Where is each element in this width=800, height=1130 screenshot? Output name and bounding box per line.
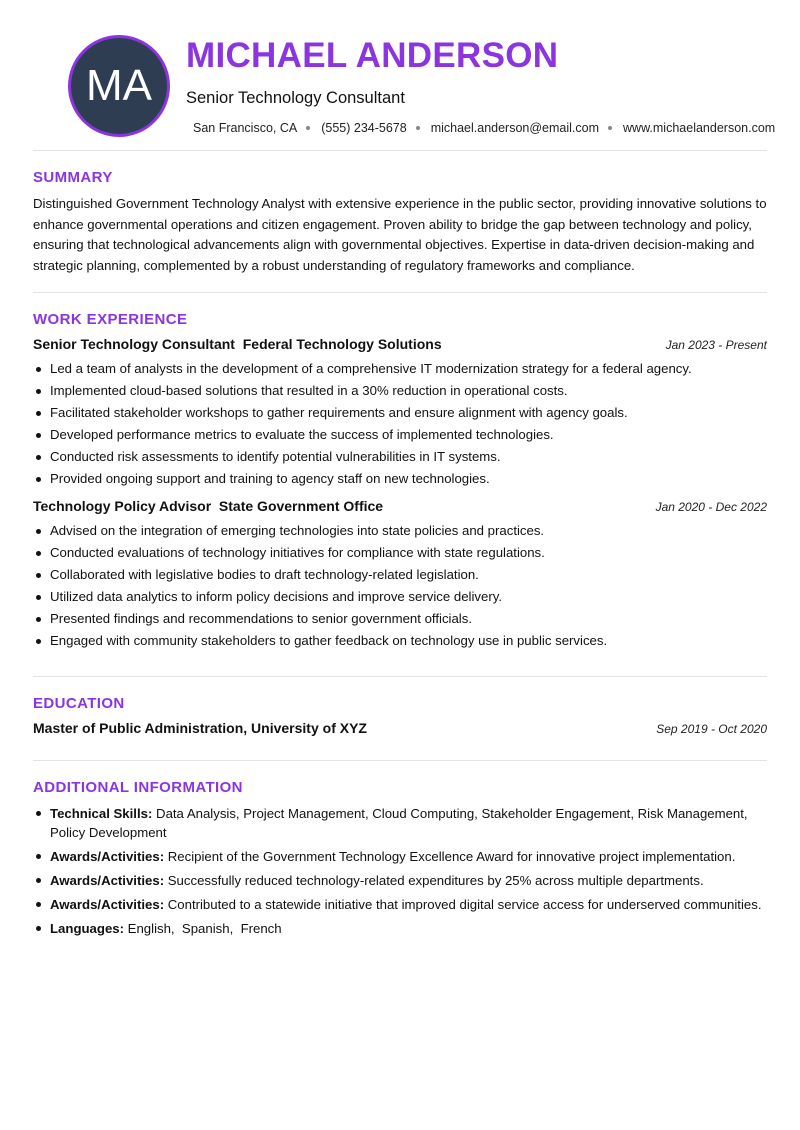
list-item: Led a team of analysts in the development of a comprehensive IT modernization strategy for a federal agency. bbox=[33, 358, 767, 380]
job-title: Technology Policy Advisor State Government Office bbox=[33, 498, 384, 514]
separator-dot-icon bbox=[608, 126, 612, 130]
list-item: Implemented cloud-based solutions that resulted in a 30% reduction in operational costs. bbox=[33, 380, 767, 402]
section-heading: EDUCATION bbox=[33, 695, 125, 712]
education-entry bbox=[33, 720, 767, 736]
list-item: Conducted risk assessments to identify potential vulnerabilities in IT systems. bbox=[33, 446, 767, 468]
item-text: Recipient of the Government Technology Excellence Award for innovative project implementation. bbox=[164, 849, 736, 864]
list-item bbox=[33, 895, 767, 914]
job-title: Senior Technology Consultant Federal Technology Solutions bbox=[33, 336, 442, 352]
list-item: Conducted evaluations of technology initiatives for compliance with state regulations. bbox=[33, 542, 767, 564]
contact-email[interactable]: michael.anderson@email.com bbox=[430, 121, 600, 135]
contact-phone: (555) 234-5678 bbox=[321, 121, 407, 135]
job-bullets bbox=[33, 358, 767, 490]
list-item bbox=[33, 847, 767, 866]
job-header bbox=[33, 498, 767, 514]
list-item: Presented findings and recommendations to senior government officials. bbox=[33, 608, 767, 630]
job-header bbox=[33, 336, 767, 352]
item-text: Data Analysis, Project Management, Cloud Computing, Stakeholder Engagement, Risk Management, Policy Development bbox=[50, 806, 752, 840]
resume-header bbox=[33, 0, 776, 150]
job-entry bbox=[33, 498, 767, 652]
contact-location: San Francisco, CA bbox=[193, 121, 298, 135]
list-item: Advised on the integration of emerging technologies into state policies and practices. bbox=[33, 520, 767, 542]
list-item: Provided ongoing support and training to agency staff on new technologies. bbox=[33, 468, 767, 490]
item-text: Successfully reduced technology-related expenditures by 25% across multiple departments. bbox=[164, 873, 704, 888]
list-item: Developed performance metrics to evaluate the success of implemented technologies. bbox=[33, 424, 767, 446]
item-text: English, Spanish, French bbox=[124, 921, 282, 936]
list-item: Facilitated stakeholder workshops to gather requirements and ensure alignment with agency goals. bbox=[33, 402, 767, 424]
list-item: Collaborated with legislative bodies to draft technology-related legislation. bbox=[33, 564, 767, 586]
job-dates: Jan 2020 - Dec 2022 bbox=[655, 500, 767, 514]
additional-list bbox=[33, 804, 767, 938]
additional-section bbox=[33, 761, 767, 938]
item-label: Awards/Activities: bbox=[50, 873, 165, 888]
candidate-title: Senior Technology Consultant bbox=[186, 89, 405, 107]
section-heading: SUMMARY bbox=[33, 169, 113, 186]
item-label: Technical Skills: bbox=[50, 806, 153, 821]
list-item bbox=[33, 919, 767, 938]
contact-website[interactable]: www.michaelanderson.com bbox=[623, 121, 776, 135]
item-text: Contributed to a statewide initiative that improved digital service access for underserved communities. bbox=[164, 897, 762, 912]
list-item: Engaged with community stakeholders to gather feedback on technology use in public services. bbox=[33, 630, 767, 652]
section-heading: ADDITIONAL INFORMATION bbox=[33, 779, 243, 796]
job-bullets bbox=[33, 520, 767, 652]
list-item: Utilized data analytics to inform policy decisions and improve service delivery. bbox=[33, 586, 767, 608]
section-heading: WORK EXPERIENCE bbox=[33, 311, 188, 328]
item-label: Awards/Activities: bbox=[50, 897, 165, 912]
experience-section bbox=[33, 293, 767, 676]
item-label: Awards/Activities: bbox=[50, 849, 165, 864]
education-dates: Sep 2019 - Oct 2020 bbox=[656, 722, 767, 736]
list-item bbox=[33, 871, 767, 890]
summary-section bbox=[33, 151, 767, 276]
list-item bbox=[33, 804, 767, 842]
summary-text: Distinguished Government Technology Analyst with extensive experience in the public sector, providing innovative solutions to enhance governmental operations and citizen engagement. Proven ability to bridge the gap between technology and policy, ensuring that technological advancements align with governmental objectives. Expertise in data-driven decision-making and strategic planning, complemented by a robust understanding of regulatory frameworks and compliance. bbox=[33, 196, 767, 273]
candidate-name: MICHAEL ANDERSON bbox=[186, 36, 559, 75]
separator-dot-icon bbox=[306, 126, 310, 130]
education-section bbox=[33, 677, 767, 736]
item-label: Languages: bbox=[50, 921, 125, 936]
job-entry bbox=[33, 336, 767, 490]
contact-line bbox=[193, 121, 775, 135]
degree: Master of Public Administration, University of XYZ bbox=[33, 720, 367, 736]
separator-dot-icon bbox=[416, 126, 420, 130]
job-dates: Jan 2023 - Present bbox=[665, 338, 767, 352]
avatar: MA bbox=[68, 35, 170, 137]
